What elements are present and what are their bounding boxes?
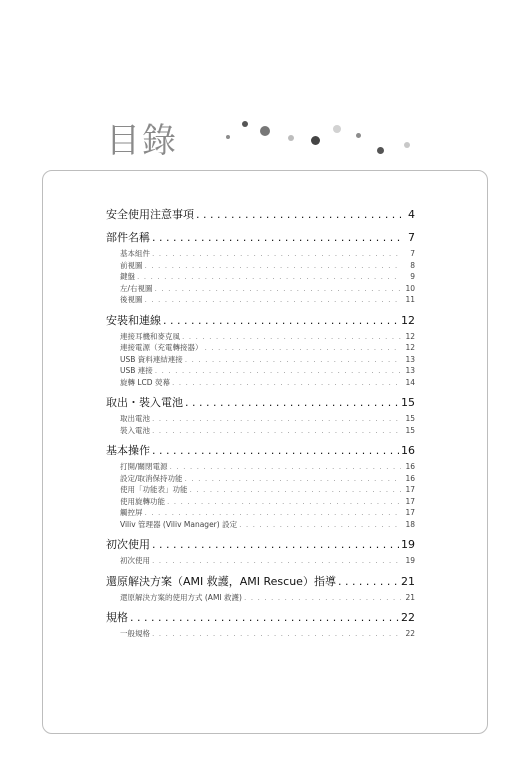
- toc-subentry-page: 15: [405, 414, 415, 423]
- toc-entry-title: 取出・裝入電池: [106, 396, 183, 409]
- toc-entry-title: 安裝和連線: [106, 313, 161, 327]
- toc-subentry-link[interactable]: [106, 461, 415, 473]
- toc-subentry-title: 左/右視圖: [120, 283, 153, 293]
- toc-entry-title: 安全使用注意事項: [106, 208, 194, 221]
- toc-subentry-link[interactable]: [106, 473, 415, 485]
- toc-subentry-page: 16: [405, 473, 415, 483]
- toc-section: [106, 574, 415, 604]
- toc-entry-link[interactable]: [106, 230, 415, 246]
- toc-subentry-link[interactable]: [106, 496, 415, 508]
- toc-section: [106, 537, 415, 567]
- toc-subentry-title: 還原解決方案的使用方式 (AMI 救護): [120, 592, 242, 602]
- toc-subentry-title: 連接電源（充電轉接器）: [120, 343, 203, 352]
- toc-subentry-title: 取出電池: [120, 414, 150, 423]
- toc-subentry-link[interactable]: [106, 365, 415, 377]
- toc-subentry-link[interactable]: [106, 592, 415, 604]
- toc-entry-page: 12: [401, 313, 415, 327]
- toc-subentry-title: USB 資料連結連接: [120, 354, 183, 364]
- toc-subentry-link[interactable]: [106, 507, 415, 519]
- toc-subentry-link[interactable]: [106, 413, 415, 425]
- toc-subentry-title: 基本組件: [120, 249, 150, 258]
- toc-subentry-link[interactable]: [106, 331, 415, 343]
- toc-subentry-page: 16: [405, 462, 415, 471]
- toc-entry-title: 初次使用: [106, 538, 150, 551]
- toc-subentry-page: 13: [405, 354, 415, 364]
- toc-subentry-link[interactable]: [106, 425, 415, 437]
- toc-entry-page: 21: [401, 574, 415, 588]
- toc-subentry-title: 後視圖: [120, 295, 143, 304]
- toc-subentry-title: 使用「功能表」功能: [120, 485, 188, 494]
- toc-subentry-page: 15: [405, 425, 415, 435]
- decorative-dot: [311, 136, 320, 145]
- toc-entry-title: 基本操作: [106, 444, 150, 457]
- toc-subentry-page: 11: [405, 295, 415, 304]
- toc-subentry-title: 打開/關閉電源: [120, 462, 168, 471]
- toc-entry-title: 部件名稱: [106, 231, 150, 244]
- decorative-dot: [404, 142, 410, 148]
- toc-entry-link[interactable]: [106, 395, 415, 411]
- toc-subentry-link[interactable]: [106, 354, 415, 366]
- toc-entry-link[interactable]: [106, 313, 415, 329]
- toc-subentry-page: 22: [405, 629, 415, 638]
- toc-entry-title: 還原解決方案（AMI 救護，AMI Rescue）指導: [106, 574, 336, 588]
- toc-heading: 目錄: [106, 121, 178, 161]
- toc-entry-page: 15: [401, 396, 415, 409]
- toc-subentry-page: 9: [410, 272, 415, 281]
- toc-subentry-page: 21: [405, 592, 415, 602]
- toc-subentry-page: 14: [405, 377, 415, 387]
- toc-entry-link[interactable]: [106, 207, 415, 223]
- toc-subentry-title: 連接耳機和麥克風: [120, 331, 180, 341]
- toc-subentry-link[interactable]: [106, 283, 415, 295]
- toc-subentry-link[interactable]: [106, 260, 415, 272]
- toc-entry-link[interactable]: [106, 574, 415, 590]
- decorative-dot: [242, 121, 248, 127]
- decorative-dot: [260, 126, 270, 136]
- toc-subentry-page: 12: [405, 343, 415, 352]
- toc-section: [106, 313, 415, 389]
- toc-subentry-link[interactable]: [106, 342, 415, 354]
- toc-entry-title: 規格: [106, 611, 128, 624]
- toc-subentry-title: 設定/取消保持功能: [120, 473, 183, 483]
- toc-subentry-title: 一般規格: [120, 629, 150, 638]
- toc-subentry-page: 17: [405, 496, 415, 506]
- toc-subentry-title: USB 連接: [120, 366, 153, 375]
- toc-subentry-title: 初次使用: [120, 556, 150, 565]
- toc-subentry-page: 17: [405, 508, 415, 517]
- toc-subentry-page: 18: [405, 519, 415, 529]
- decorative-dot: [226, 135, 230, 139]
- toc-panel: [42, 170, 488, 734]
- toc-subentry-link[interactable]: [106, 248, 415, 260]
- decorative-dot: [288, 135, 294, 141]
- toc-subentry-title: 前視圖: [120, 260, 143, 270]
- decorative-dot: [356, 133, 361, 138]
- toc-subentry-link[interactable]: [106, 271, 415, 283]
- toc-subentry-title: 旋轉 LCD 熒幕: [120, 377, 170, 387]
- toc-entry-page: 16: [401, 444, 415, 457]
- toc-entry-page: 19: [401, 538, 415, 551]
- toc-subentry-link[interactable]: [106, 628, 415, 640]
- toc-subentry-link[interactable]: [106, 555, 415, 567]
- toc-subentry-title: Viliv 管理器 (Viliv Manager) 設定: [120, 519, 238, 529]
- toc-subentry-link[interactable]: [106, 484, 415, 496]
- toc-entry-link[interactable]: [106, 537, 415, 553]
- toc-entry-page: 4: [408, 208, 415, 221]
- toc-subentry-page: 13: [405, 366, 415, 375]
- toc-subentry-title: 裝入電池: [120, 425, 150, 435]
- toc-section: [106, 230, 415, 306]
- toc-section: [106, 443, 415, 530]
- toc-list: [106, 207, 415, 647]
- toc-subentry-page: 8: [410, 260, 415, 270]
- toc-subentry-link[interactable]: [106, 294, 415, 306]
- toc-subentry-title: 鍵盤: [120, 272, 135, 281]
- decorative-dot: [333, 125, 341, 133]
- toc-subentry-page: 12: [405, 331, 415, 341]
- toc-entry-link[interactable]: [106, 443, 415, 459]
- toc-subentry-link[interactable]: [106, 377, 415, 389]
- toc-subentry-page: 10: [405, 283, 415, 293]
- toc-section: [106, 610, 415, 640]
- toc-section: [106, 207, 415, 223]
- toc-subentry-link[interactable]: [106, 519, 415, 531]
- toc-entry-page: 22: [401, 611, 415, 624]
- toc-entry-link[interactable]: [106, 610, 415, 626]
- decorative-dot: [377, 147, 384, 154]
- toc-section: [106, 395, 415, 436]
- toc-subentry-title: 觸控屏: [120, 508, 143, 517]
- toc-subentry-page: 19: [405, 556, 415, 565]
- toc-subentry-page: 17: [405, 485, 415, 494]
- toc-subentry-page: 7: [410, 249, 415, 258]
- toc-entry-page: 7: [408, 231, 415, 244]
- toc-subentry-title: 使用旋轉功能: [120, 496, 165, 506]
